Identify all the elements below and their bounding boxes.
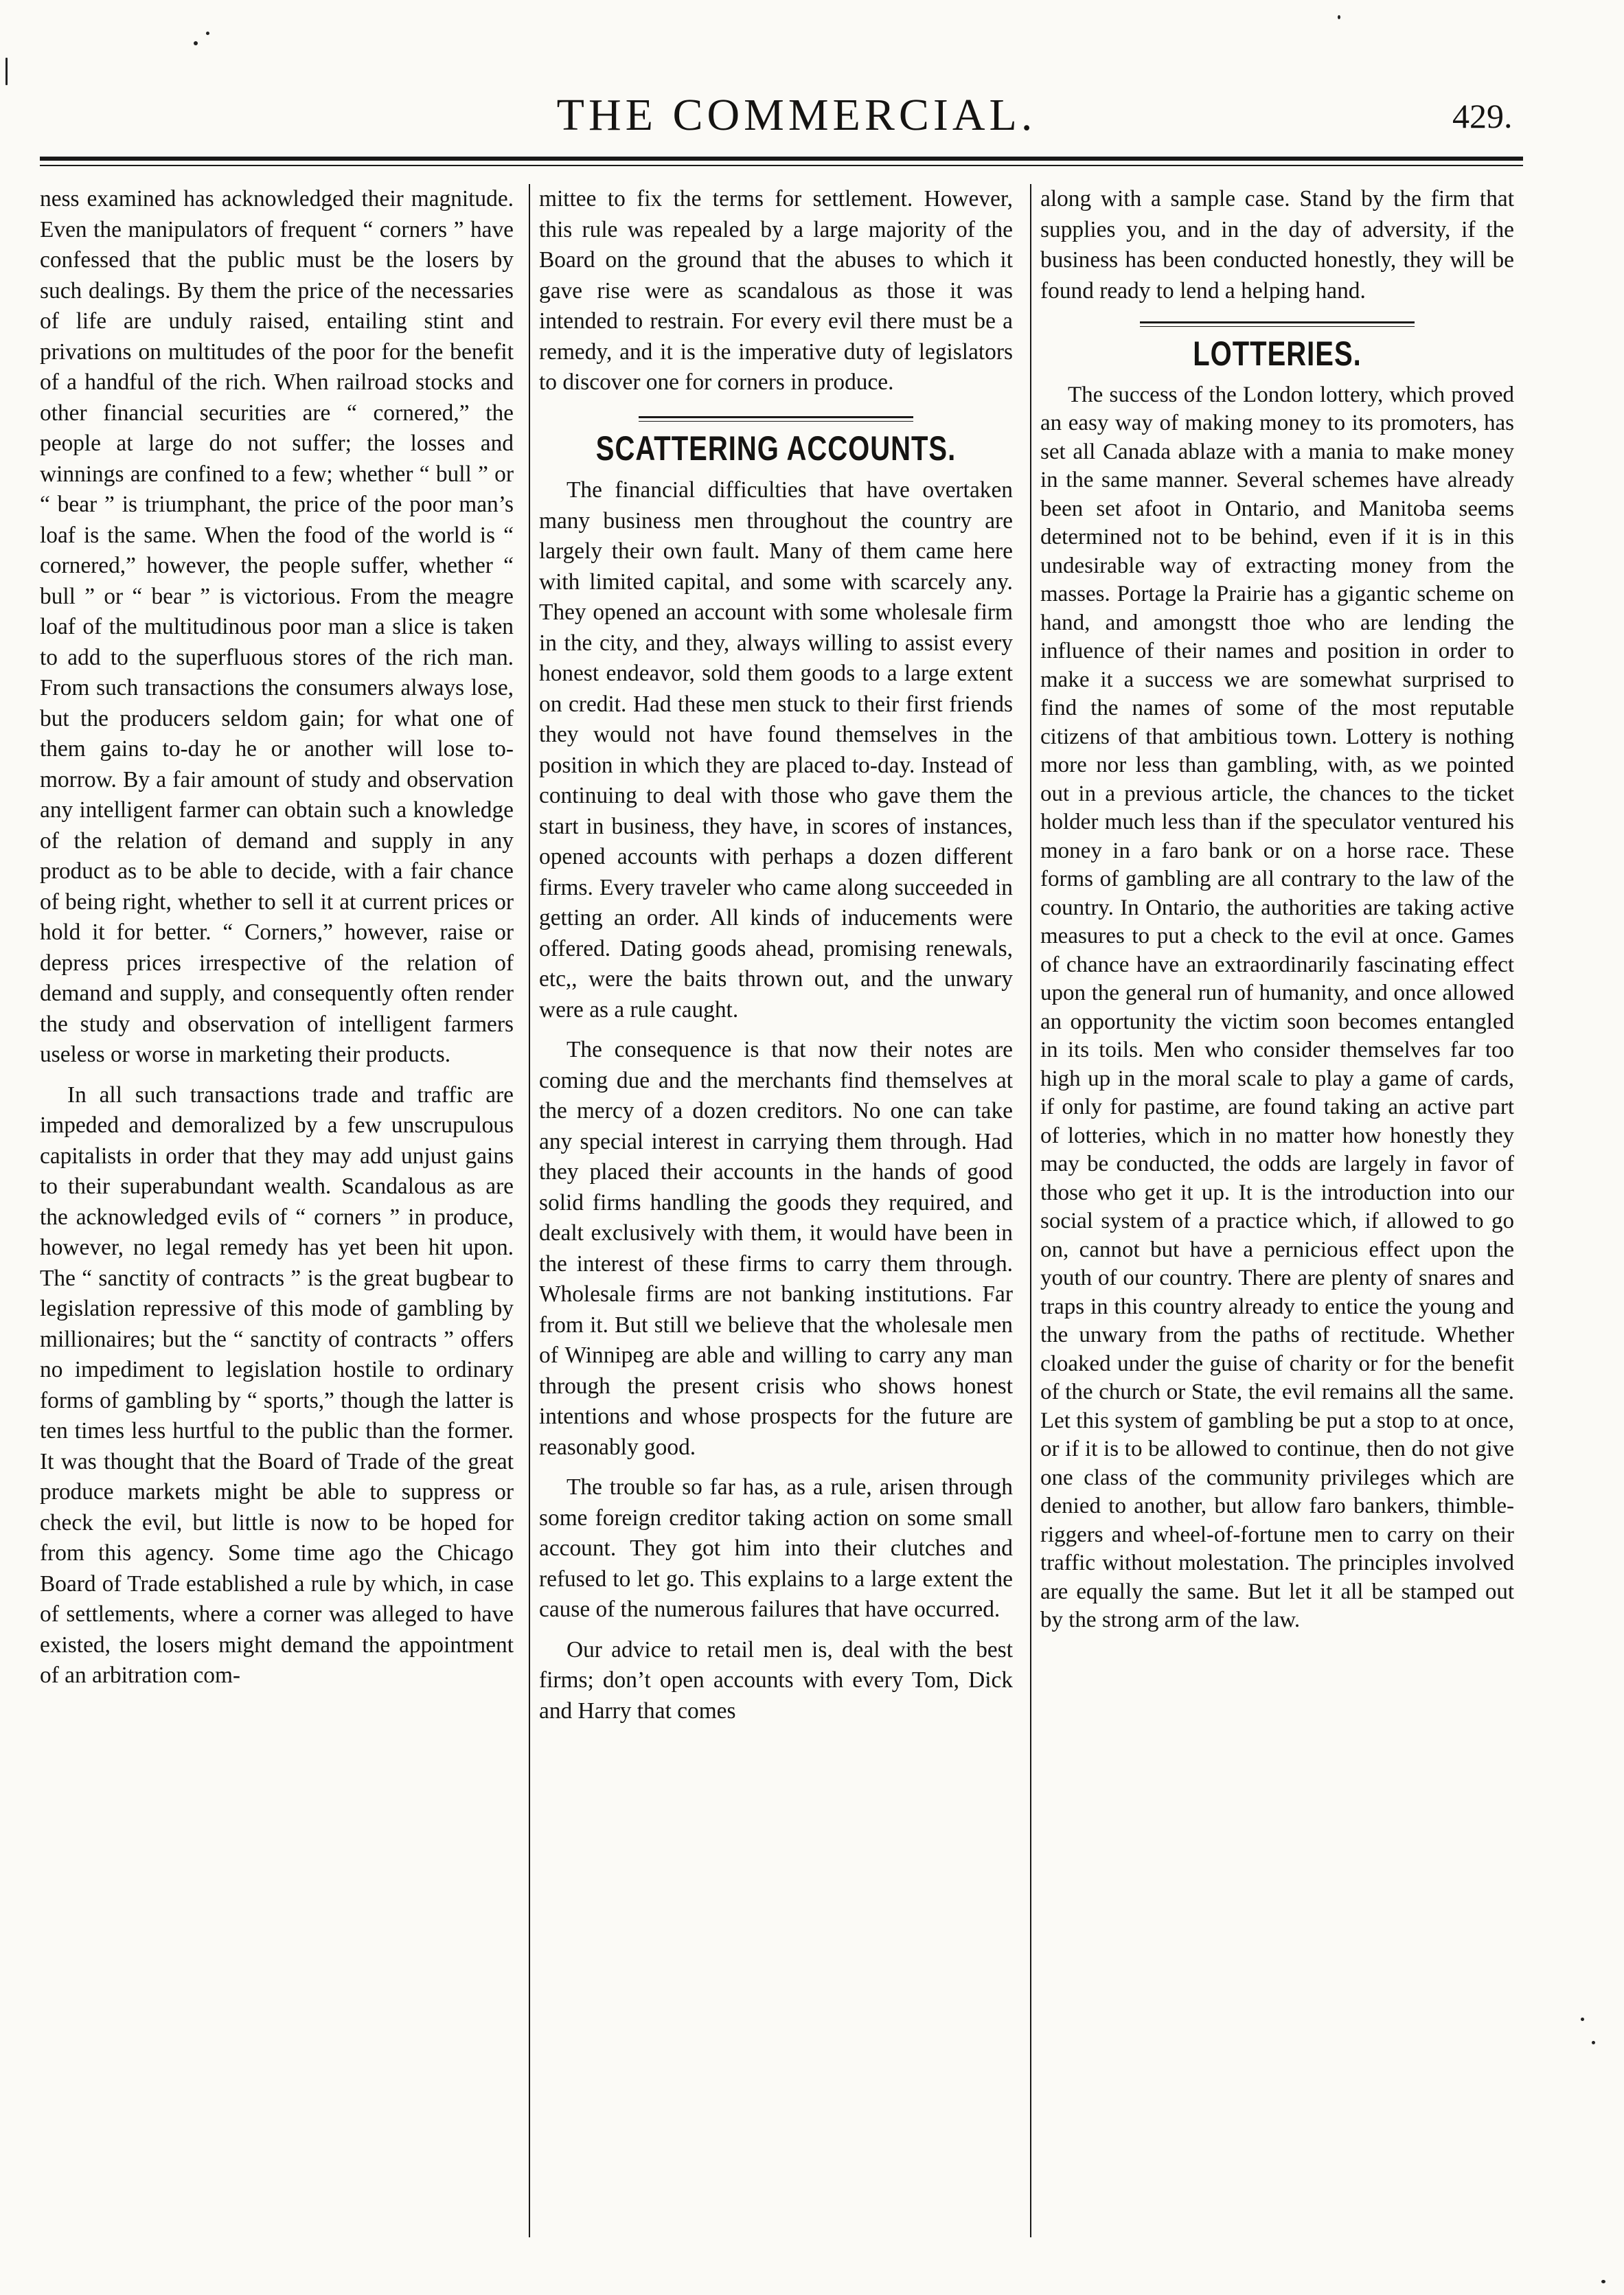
column-3-paragraph: The success of the London lottery, which proved an easy way of making money to its promoters, has set all Canada ablaze with a mania to make money in the same manner. Several schemes have already been set afoot in Ontario, and Manitoba seems determined not to be behind, even if it is in this undesirable way of extracting money from the masses. Portage la Prairie has a gigantic scheme on hand, and amongstt thoe who are lending the influence of their names and position in order to make it a success we are somewhat surprised to find the names of some of the most reputable citizens of that ambitious town. Lottery is nothing more nor less than gambling, with, as we pointed out in a previous article, the chances to the ticket holder much less than if the speculator ventured his money in a faro bank or on a horse race. These forms of gambling are all contrary to the law of the country. In Ontario, the authorities are taking active measures to put a check to the evil at once. Games of chance have an extraordinarily fascinating effect upon the general run of humanity, and once allowed an opportunity the victim soon becomes entangled in its toils. Men who consider themselves far too high up in the moral scale to play a game of cards, if only for pastime, are found taking an active part of lotteries, which in no matter how honestly they may be conducted, the odds are largely in favor of those who get it up. It is the introduction into our social system of a practice which, if allowed to go on, cannot but have a pernicious effect upon the youth of our country. There are plenty of snares and traps in this country already to entice the young and the unwary from the paths of rectitude. Whether cloaked under the guise of charity or for the benefit of the church or State, the evil remains all the same. Let this system of gambling be put a stop to at once, or if it is to be allowed to continue, then do not give one class of the community privileges which are denied to another, but allow faro bankers, thimble-riggers and wheel-of-fortune men to carry on their traffic without molestation. The principles involved are equally the same. But let it all be stamped out by the strong arm of the law. [1040,382,1514,1632]
section-divider [639,416,913,422]
column-2-paragraph: The trouble so far has, as a rule, arisen through some foreign creditor taking action on some small account. They got him into their clutches and refused to let go. This explains to a large extent the cause of the numerous failures that have occurred. [539,1474,1013,1622]
masthead-title: THE COMMERCIAL. [556,90,1037,140]
section-heading-lotteries: LOTTERIES. [1193,335,1362,374]
page-number: 429. [1452,97,1513,135]
column-divider-1 [529,184,530,2237]
column-2 [539,184,1013,2244]
column-3 [1040,184,1514,2244]
section-divider [1140,321,1415,327]
print-speck [1581,2018,1584,2021]
column-1 [40,184,514,2244]
print-speck [1338,15,1340,19]
header-rule-thick [40,157,1523,161]
print-speck [1601,2280,1605,2283]
header-rule-thin [40,165,1523,166]
print-speck [206,32,209,35]
print-speck [1592,2041,1595,2044]
column-1-paragraph: ness examined has acknowledged their magnitude. Even the manipulators of frequent “ corners ” have confessed that the public must be the losers by such dealings. By them the price of the necessaries of life are unduly raised, entailing stint and privations on multitudes of the poor for the benefit of a handful of the rich. When railroad stocks and other financial securities are “ cornered,” the people at large do not suffer; the losses and winnings are confined to a few; whether “ bull ” or “ bear ” is triumphant, the price of the poor man’s loaf is the same. When the food of the world is “ cornered,” however, the people suffer, whether “ bull ” or “ bear ” is victorious. From the meagre loaf of the multitudinous poor man a slice is taken to add to the superfluous stores of the rich man. From such transactions the consumers always lose, but the producers seldom gain; for what one of them gains to-day he or another will lose to-morrow. By a fair amount of study and observation any intelligent farmer can obtain such a knowledge of the relation of demand and supply in any product as to be able to decide, with a fair chance of being right, whether to sell it at current prices or hold it for better. “ Corners,” however, raise or depress prices irrespective of the relation of demand and supply, and consequently often render the study and observation of intelligent farmers useless or worse in marketing their products. [40,186,514,1067]
column-2-paragraph: The financial difficulties that have overtaken many business men throughout the country are largely their own fault. Many of them came here with limited capital, and some with scarcely any. They opened an account with some wholesale firm in the city, and they, always willing to assist every honest endeavor, sold them goods to a large extent on credit. Had these men stuck to their first friends they would not have found themselves in the position in which they are placed to-day. Instead of continuing to deal with those who gave them the start in business, they have, in scores of instances, opened accounts with perhaps a dozen different firms. Every traveler who came along succeeded in getting an order. All kinds of inducements were offered. Dating goods ahead, promising renewals, etc,, were the baits thrown out, and the unwary were as a rule caught. [539,477,1013,1023]
column-1-paragraph: In all such transactions trade and traffic are impeded and demoralized by a few unscrupulous capitalists in order that they may add unjust gains to their superabundant wealth. Scandalous as are the acknowledged evils of “ corners ” in produce, however, no legal remedy has yet been hit upon. The “ sanctity of contracts ” is the great bugbear to legislation repressive of this mode of gambling by millionaires; but the “ sanctity of contracts ” offers no impediment to legislation hostile to ordinary forms of gambling by “ sports,” though the latter is ten times less hurtful to the public than the former. It was thought that the Board of Trade of the great produce markets might be able to suppress or check the evil, but little is now to be hoped for from this agency. Some time ago the Chicago Board of Trade established a rule by which, in case of settlements, where a corner was alleged to have existed, the losers might demand the appointment of an arbitration com- [40,1082,514,1688]
column-2-lead-paragraph: mittee to fix the terms for settlement. However, this rule was repealed by a large majority of the Board on the ground that the abuses to which it gave rise were as scandalous as those it was intended to restrain. For every evil there must be a remedy, and it is the imperative duty of legislators to discover one for corners in produce. [539,186,1013,395]
column-3-lead-paragraph: along with a sample case. Stand by the firm that supplies you, and in the day of adversity, if the business has been conducted honestly, they will be found ready to lend a helping hand. [1040,186,1514,304]
column-2-paragraph: The consequence is that now their notes are coming due and the merchants find themselves at the mercy of a dozen creditors. No one can take any special interest in carrying them through. Had they placed their accounts in the hands of good solid firms handling the goods they required, and dealt exclusively with them, it would have been in the interest of these firms to carry them through. Wholesale firms are not banking institutions. Far from it. But still we believe that the wholesale men of Winnipeg are able and willing to carry any man through the present crisis who shows honest intentions and whose prospects for the future are reasonably good. [539,1037,1013,1460]
section-heading-scattering-accounts: SCATTERING ACCOUNTS. [595,429,957,468]
column-divider-2 [1030,184,1031,2237]
column-2-paragraph: Our advice to retail men is, deal with the best firms; don’t open accounts with every Tom, Dick and Harry that comes [539,1636,1013,1724]
print-speck [194,41,198,45]
print-speck [5,58,8,85]
